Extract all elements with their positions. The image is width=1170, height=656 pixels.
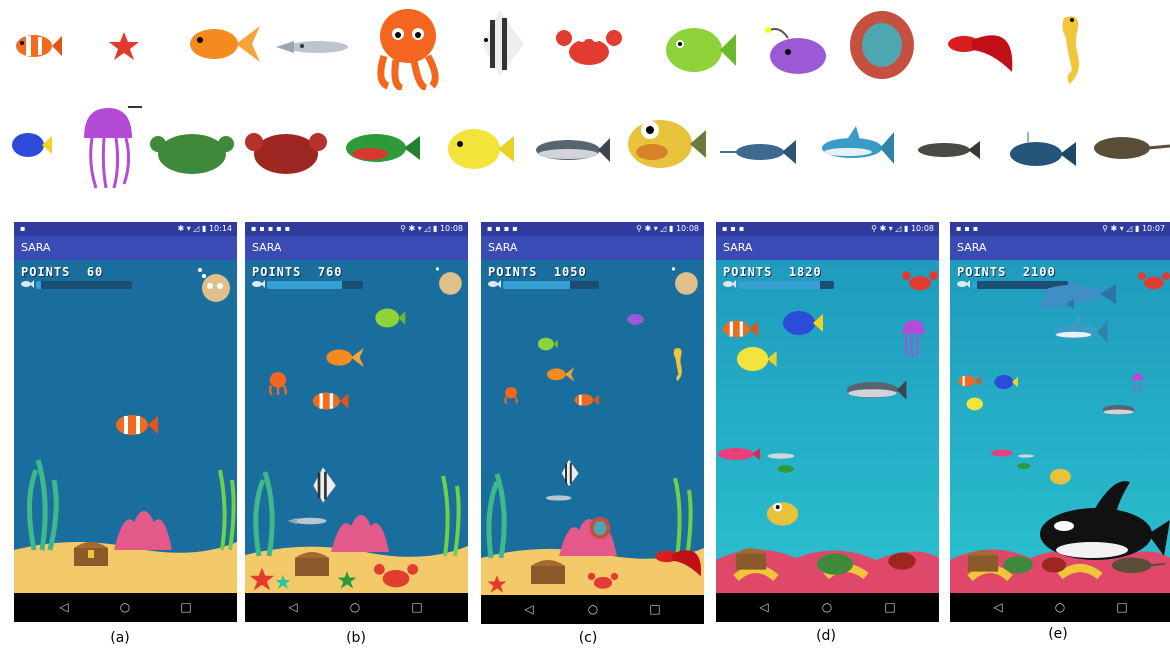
crab-icon[interactable] — [369, 560, 423, 592]
nav-bar — [245, 593, 468, 622]
treasure-chest-icon — [734, 544, 768, 572]
caption-e: (e) — [1048, 626, 1068, 642]
marlin-icon — [718, 138, 798, 166]
points-display — [488, 265, 587, 279]
status-bar — [716, 222, 939, 236]
betta-fish-icon — [942, 22, 1018, 76]
clock: 10:08 — [439, 224, 463, 233]
home-button[interactable]: ○ — [821, 600, 833, 614]
betta-fish-icon[interactable] — [651, 538, 704, 582]
yellow-tang-icon[interactable] — [964, 396, 988, 412]
app-bar — [14, 236, 237, 260]
small-shark-icon — [912, 138, 982, 162]
crab-icon[interactable] — [585, 570, 621, 592]
points-value: 1820 — [788, 265, 822, 279]
points-value: 760 — [317, 265, 343, 279]
tuna-icon[interactable] — [1098, 402, 1142, 418]
crab-icon — [556, 24, 622, 72]
notification-icons: ▪▪▪ — [722, 224, 748, 233]
clownfish-icon[interactable] — [571, 392, 599, 408]
progress-bar — [267, 281, 363, 289]
shark-icon — [812, 124, 896, 170]
clownfish-icon — [8, 30, 64, 62]
points-value: 1050 — [553, 265, 587, 279]
nav-bar — [716, 593, 939, 622]
shark-icon[interactable] — [1038, 314, 1118, 348]
progress-fill — [267, 281, 342, 289]
squid-icon[interactable] — [285, 514, 331, 528]
nav-bar — [950, 593, 1170, 622]
points-value: 2100 — [1022, 265, 1056, 279]
crab-avatar — [1138, 262, 1170, 300]
status-icons: ⚲ ✱ ▾ ◿ ▮ 10:08 — [636, 224, 699, 233]
status-icons: ⚲ ✱ ▾ ◿ ▮ 10:08 — [871, 224, 934, 233]
starfish-icon — [275, 574, 291, 590]
game-area[interactable] — [245, 260, 468, 593]
diver-avatar — [431, 264, 465, 298]
pink-fish-icon[interactable] — [716, 446, 760, 462]
green-crab-icon — [150, 120, 234, 180]
status-icons: ⚲ ✱ ▾ ◿ ▮ 10:08 — [400, 224, 463, 233]
goldfish-icon — [180, 20, 262, 66]
jellyfish-icon[interactable] — [898, 314, 930, 362]
nav-bar — [14, 593, 237, 622]
treasure-chest-icon — [529, 556, 567, 586]
yellow-tang-icon — [440, 124, 516, 174]
seahorse-icon — [1054, 8, 1088, 90]
clock: 10:08 — [675, 224, 699, 233]
diver-avatar — [667, 264, 701, 298]
clownfish-icon[interactable] — [307, 390, 349, 412]
app-title: SARA — [957, 241, 987, 254]
green-fish-icon — [658, 22, 738, 78]
fish-icon — [956, 280, 970, 288]
tuna-icon[interactable] — [842, 376, 908, 404]
squid-icon[interactable] — [539, 492, 575, 504]
sprite-sheet — [0, 0, 1170, 215]
clock: 10:08 — [910, 224, 934, 233]
big-eyed-fish-icon — [622, 112, 708, 172]
home-button[interactable]: ○ — [1054, 600, 1066, 614]
jellyfish-icon[interactable] — [1130, 370, 1146, 394]
seahorse-icon[interactable] — [667, 344, 689, 384]
points-display — [21, 265, 103, 279]
home-button[interactable]: ○ — [587, 602, 599, 616]
treasure-chest-icon — [293, 548, 331, 578]
red-crab-icon[interactable] — [884, 544, 920, 574]
game-area[interactable] — [716, 260, 939, 593]
progress-bar — [503, 281, 599, 289]
dolphin-icon[interactable] — [1034, 296, 1074, 312]
green-fish-icon[interactable] — [535, 336, 559, 352]
angelfish-icon[interactable] — [307, 462, 339, 508]
status-icons: ⚲ ✱ ▾ ◿ ▮ 10:07 — [1102, 224, 1165, 233]
green-crab-icon[interactable] — [812, 546, 858, 578]
treasure-chest-icon — [966, 546, 1000, 574]
recents-button[interactable]: □ — [1116, 600, 1128, 614]
octopus-icon[interactable] — [267, 368, 289, 398]
clock: 10:14 — [208, 224, 232, 233]
diver-avatar — [192, 264, 234, 306]
points-label: POINTS — [488, 265, 538, 279]
fish-icon — [251, 280, 265, 288]
notification-icons: ▪▪▪ — [956, 224, 982, 233]
starfish-icon — [108, 30, 140, 62]
clownfish-icon[interactable] — [718, 318, 758, 340]
phone-screen-b — [245, 222, 468, 622]
squid-icon[interactable] — [760, 450, 798, 462]
discus-fish-icon[interactable] — [587, 516, 613, 540]
phone-screen-d — [716, 222, 939, 622]
green-crab-icon[interactable] — [998, 550, 1038, 576]
notification-icons: ▪▪▪▪▪ — [251, 224, 294, 233]
blue-tang-icon[interactable] — [770, 306, 832, 340]
app-bar — [716, 236, 939, 260]
points-display — [957, 265, 1056, 279]
progress-bar — [36, 281, 132, 289]
clock: 10:07 — [1141, 224, 1165, 233]
octopus-icon — [370, 4, 446, 90]
stingray-icon — [1092, 132, 1170, 166]
status-bar — [950, 222, 1170, 236]
crab-avatar — [902, 262, 938, 300]
goldfish-icon[interactable] — [321, 344, 365, 370]
squid-icon — [272, 36, 356, 58]
points-display — [723, 265, 822, 279]
whale-icon — [1006, 126, 1078, 170]
goldfish-icon[interactable] — [543, 364, 575, 384]
blue-tang-icon[interactable] — [986, 372, 1024, 392]
app-title: SARA — [252, 241, 282, 254]
orca-icon[interactable] — [1034, 480, 1170, 570]
caption-a: (a) — [110, 630, 130, 646]
yellow-tang-icon[interactable] — [732, 344, 778, 374]
green-piranha-icon — [340, 130, 422, 166]
back-button[interactable]: ◁ — [993, 600, 1003, 614]
jellyfish-icon — [74, 104, 144, 190]
status-bar — [14, 222, 237, 236]
caption-c: (c) — [578, 630, 598, 646]
starfish-icon — [249, 566, 275, 592]
caption-b: (b) — [346, 630, 366, 646]
starfish-icon — [337, 570, 357, 590]
pink-fish-icon[interactable] — [990, 448, 1016, 458]
fish-icon — [20, 280, 34, 288]
game-area[interactable] — [481, 260, 704, 595]
discus-fish-icon — [846, 8, 918, 82]
green-piranha-icon[interactable] — [1016, 462, 1034, 470]
points-label: POINTS — [957, 265, 1007, 279]
notification-icons: ▪ — [20, 224, 29, 233]
game-area[interactable] — [950, 260, 1170, 593]
app-title: SARA — [723, 241, 753, 254]
nav-bar — [481, 595, 704, 624]
progress-fill — [972, 281, 977, 289]
points-value: 60 — [86, 265, 104, 279]
ocean-background — [245, 260, 468, 593]
points-label: POINTS — [252, 265, 302, 279]
tuna-icon — [530, 134, 612, 166]
app-bar — [481, 236, 704, 260]
phone-screen-a — [14, 222, 237, 622]
progress-fill — [503, 281, 570, 289]
back-button[interactable]: ◁ — [59, 600, 69, 614]
progress-bar — [738, 281, 834, 289]
status-icons: ✱ ▾ ◿ ▮ 10:14 — [177, 224, 232, 233]
status-bar — [245, 222, 468, 236]
back-button[interactable]: ◁ — [288, 600, 298, 614]
game-area[interactable] — [14, 260, 237, 593]
green-piranha-icon[interactable] — [776, 464, 798, 474]
squid-icon[interactable] — [1014, 452, 1036, 460]
app-bar — [950, 236, 1170, 260]
blue-tang-icon — [8, 128, 52, 162]
progress-fill — [36, 281, 41, 289]
angelfish-icon — [470, 8, 530, 78]
phone-screen-e — [950, 222, 1170, 622]
progress-fill — [738, 281, 820, 289]
octopus-icon[interactable] — [503, 384, 519, 406]
recents-button[interactable]: □ — [884, 600, 896, 614]
recents-button[interactable]: □ — [411, 600, 423, 614]
angelfish-icon[interactable] — [557, 456, 581, 490]
status-bar — [481, 222, 704, 236]
recents-button[interactable]: □ — [649, 602, 661, 616]
points-display — [252, 265, 343, 279]
home-button[interactable]: ○ — [349, 600, 361, 614]
purple-anglerfish-icon[interactable] — [621, 310, 647, 326]
clownfish-icon[interactable] — [110, 412, 158, 438]
points-label: POINTS — [21, 265, 71, 279]
green-fish-icon[interactable] — [369, 306, 409, 330]
clownfish-icon[interactable] — [954, 374, 982, 388]
starfish-icon — [487, 574, 507, 594]
red-crab-icon — [244, 116, 328, 182]
points-label: POINTS — [723, 265, 773, 279]
back-button[interactable]: ◁ — [759, 600, 769, 614]
fish-icon — [722, 280, 736, 288]
recents-button[interactable]: □ — [180, 600, 192, 614]
fish-icon — [487, 280, 501, 288]
phone-screen-c — [481, 222, 704, 624]
purple-anglerfish-icon — [752, 24, 834, 78]
back-button[interactable]: ◁ — [524, 602, 534, 616]
caption-d: (d) — [816, 628, 836, 644]
home-button[interactable]: ○ — [119, 600, 131, 614]
app-title: SARA — [21, 241, 51, 254]
app-bar — [245, 236, 468, 260]
notification-icons: ▪▪▪▪ — [487, 224, 521, 233]
big-eyed-fish-icon[interactable] — [764, 498, 806, 528]
treasure-chest-icon — [72, 538, 110, 568]
app-title: SARA — [488, 241, 518, 254]
